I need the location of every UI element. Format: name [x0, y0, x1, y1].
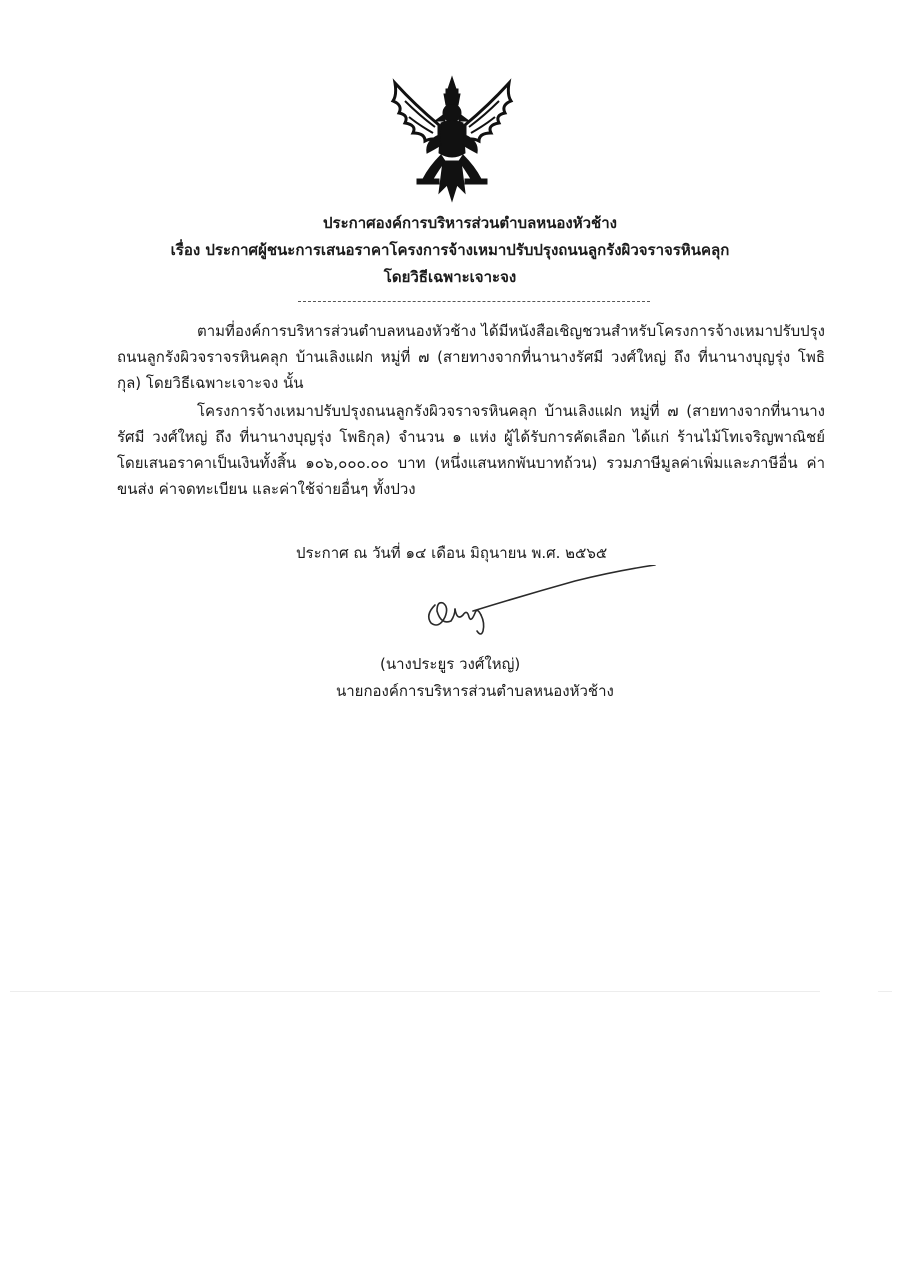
scan-edge-line: [10, 991, 820, 992]
body-paragraph-2: โครงการจ้างเหมาปรับปรุงถนนลูกรังผิวจราจรหินคลุก บ้านเลิงแฝก หมู่ที่ ๗ (สายทางจากที่นานางรัศมี วงศ์ใหญ่ ถึง ที่นานางบุญรุ่ง โพธิกุล) จำนวน ๑ แห่ง ผู้ได้รับการคัดเลือก ได้แก่ ร้านไม้โทเจริญพาณิชย์ โดยเสนอราคาเป็นเงินทั้งสิ้น ๑๐๖,๐๐๐.๐๐ บาท (หนึ่งแสนหกพันบาทถ้วน) รวมภาษีมูลค่าเพิ่มและภาษีอื่น ค่าขนส่ง ค่าจดทะเบียน และค่าใช้จ่ายอื่นๆ ทั้งปวง: [117, 402, 825, 498]
signer-title: นายกองค์การบริหารส่วนตำบลหนองหัวช้าง: [336, 682, 614, 700]
scan-edge-line-right: [878, 991, 892, 992]
handwritten-signature: [415, 565, 665, 645]
header-divider: [298, 301, 650, 302]
garuda-emblem-icon: [385, 75, 520, 205]
signer-name: (นางประยูร วงศ์ใหญ่): [380, 655, 521, 673]
document-title: ประกาศองค์การบริหารส่วนตำบลหนองหัวช้าง: [323, 214, 617, 232]
document-subject: เรื่อง ประกาศผู้ชนะการเสนอราคาโครงการจ้างเหมาปรับปรุงถนนลูกรังผิวจราจรหินคลุก: [170, 241, 730, 259]
document-method: โดยวิธีเฉพาะเจาะจง: [383, 268, 517, 286]
body-paragraph-1: ตามที่องค์การบริหารส่วนตำบลหนองหัวช้าง ได้มีหนังสือเชิญชวนสำหรับโครงการจ้างเหมาปรับปรุงถนนลูกรังผิวจราจรหินคลุก บ้านเลิงแฝก หมู่ที่ ๗ (สายทางจากที่นานางรัศมี วงศ์ใหญ่ ถึง ที่นานางบุญรุ่ง โพธิกุล) โดยวิธีเฉพาะเจาะจง นั้น: [117, 322, 825, 392]
announcement-date: ประกาศ ณ วันที่ ๑๔ เดือน มิถุนายน พ.ศ. ๒๕๖๕: [296, 544, 608, 562]
